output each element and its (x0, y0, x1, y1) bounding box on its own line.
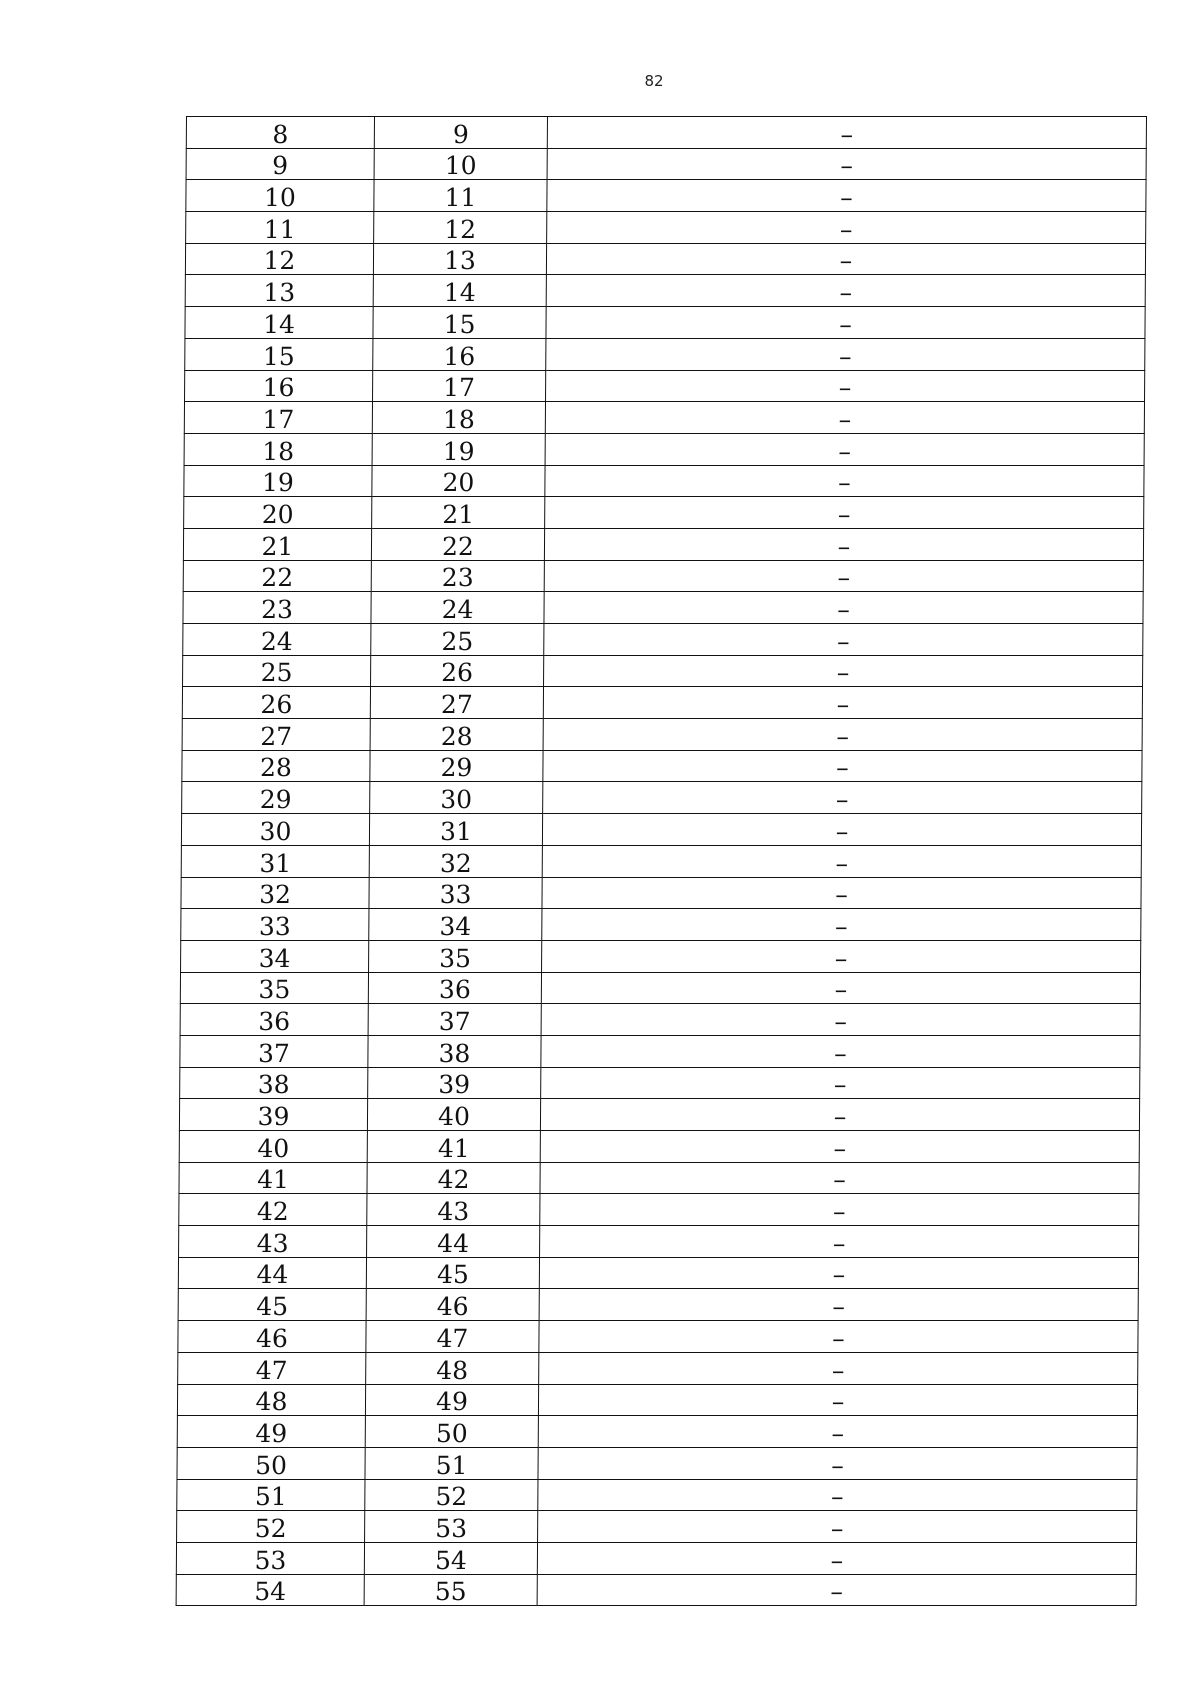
value-cell: – (542, 814, 1141, 846)
from-cell: 38 (180, 1067, 368, 1099)
table-row (177, 1511, 1137, 1543)
table-row (183, 560, 1143, 592)
from-cell: 47 (178, 1352, 366, 1384)
value-cell: – (540, 1162, 1139, 1194)
value-cell: – (538, 1479, 1137, 1511)
table-row (177, 1479, 1137, 1511)
from-cell: 49 (177, 1416, 365, 1448)
table-row (185, 275, 1145, 307)
from-cell: 48 (177, 1384, 365, 1416)
to-cell: 30 (370, 782, 543, 814)
from-cell: 33 (181, 909, 369, 941)
table-row (179, 1162, 1139, 1194)
from-cell: 17 (184, 402, 372, 434)
table-body (176, 117, 1146, 1606)
value-cell: – (543, 750, 1142, 782)
from-cell: 34 (181, 940, 369, 972)
value-cell: – (538, 1511, 1137, 1543)
to-cell: 53 (365, 1511, 538, 1543)
from-cell: 53 (176, 1542, 364, 1574)
from-cell: 51 (177, 1479, 365, 1511)
table-row (182, 750, 1142, 782)
table-row (183, 624, 1143, 656)
from-cell: 12 (185, 243, 373, 275)
from-cell: 26 (182, 687, 370, 719)
from-cell: 19 (184, 465, 372, 497)
table-row (179, 1131, 1139, 1163)
table-row (178, 1352, 1138, 1384)
from-cell: 20 (184, 497, 372, 529)
table-row (185, 307, 1145, 339)
value-cell: – (547, 180, 1146, 212)
value-cell: – (547, 117, 1146, 149)
to-cell: 37 (368, 1004, 541, 1036)
table-row (179, 1099, 1139, 1131)
table-row (186, 212, 1146, 244)
table-row (186, 180, 1146, 212)
value-cell: – (537, 1542, 1136, 1574)
to-cell: 12 (374, 212, 547, 244)
table-row (180, 1004, 1140, 1036)
value-cell: – (545, 402, 1144, 434)
table-row (183, 528, 1143, 560)
data-table (176, 116, 1147, 1606)
value-cell: – (546, 275, 1145, 307)
value-cell: – (544, 560, 1143, 592)
table-row (182, 687, 1142, 719)
to-cell: 41 (367, 1131, 540, 1163)
to-cell: 25 (371, 624, 544, 656)
to-cell: 35 (369, 940, 542, 972)
to-cell: 51 (365, 1447, 538, 1479)
to-cell: 16 (373, 338, 546, 370)
to-cell: 11 (374, 180, 547, 212)
to-cell: 26 (371, 655, 544, 687)
from-cell: 25 (183, 655, 371, 687)
from-cell: 28 (182, 750, 370, 782)
table-row (186, 117, 1146, 149)
from-cell: 45 (178, 1289, 366, 1321)
from-cell: 22 (183, 560, 371, 592)
from-cell: 23 (183, 592, 371, 624)
from-cell: 24 (183, 624, 371, 656)
to-cell: 15 (373, 307, 546, 339)
value-cell: – (542, 845, 1141, 877)
value-cell: – (541, 1035, 1140, 1067)
table-row (186, 148, 1146, 180)
value-cell: – (540, 1194, 1139, 1226)
from-cell: 32 (181, 877, 369, 909)
table-row (182, 782, 1142, 814)
from-cell: 40 (179, 1131, 367, 1163)
to-cell: 36 (368, 972, 541, 1004)
value-cell: – (541, 1067, 1140, 1099)
to-cell: 17 (373, 370, 546, 402)
value-cell: – (537, 1574, 1136, 1606)
page-number: 82 (644, 72, 664, 90)
from-cell: 46 (178, 1321, 366, 1353)
value-cell: – (538, 1416, 1137, 1448)
table-row (178, 1257, 1138, 1289)
value-cell: – (540, 1131, 1139, 1163)
value-cell: – (544, 655, 1143, 687)
to-cell: 39 (368, 1067, 541, 1099)
from-cell: 50 (177, 1447, 365, 1479)
value-cell: – (547, 212, 1146, 244)
table-row (176, 1542, 1136, 1574)
value-cell: – (545, 497, 1144, 529)
table-row (183, 655, 1143, 687)
to-cell: 14 (373, 275, 546, 307)
to-cell: 22 (371, 528, 544, 560)
table-row (185, 338, 1145, 370)
to-cell: 19 (372, 433, 545, 465)
value-cell: – (543, 719, 1142, 751)
to-cell: 38 (368, 1035, 541, 1067)
to-cell: 54 (364, 1542, 537, 1574)
from-cell: 44 (178, 1257, 366, 1289)
to-cell: 24 (371, 592, 544, 624)
from-cell: 8 (186, 117, 374, 149)
from-cell: 35 (180, 972, 368, 1004)
table-row (182, 719, 1142, 751)
value-cell: – (546, 243, 1145, 275)
value-cell: – (546, 338, 1145, 370)
table-row (185, 243, 1145, 275)
value-cell: – (543, 687, 1142, 719)
from-cell: 42 (179, 1194, 367, 1226)
from-cell: 14 (185, 307, 373, 339)
value-cell: – (542, 909, 1141, 941)
to-cell: 10 (374, 148, 547, 180)
to-cell: 21 (372, 497, 545, 529)
to-cell: 13 (373, 243, 546, 275)
to-cell: 20 (372, 465, 545, 497)
table-row (177, 1384, 1137, 1416)
value-cell: – (541, 1004, 1140, 1036)
from-cell: 18 (184, 433, 372, 465)
from-cell: 13 (185, 275, 373, 307)
value-cell: – (547, 148, 1146, 180)
from-cell: 30 (181, 814, 369, 846)
value-cell: – (540, 1226, 1139, 1258)
table-row (184, 433, 1144, 465)
to-cell: 48 (366, 1352, 539, 1384)
from-cell: 54 (176, 1574, 364, 1606)
to-cell: 32 (369, 845, 542, 877)
table-row (185, 370, 1145, 402)
to-cell: 18 (372, 402, 545, 434)
table-row (183, 592, 1143, 624)
to-cell: 44 (367, 1226, 540, 1258)
table-row (178, 1321, 1138, 1353)
from-cell: 36 (180, 1004, 368, 1036)
to-cell: 55 (364, 1574, 537, 1606)
table-row (179, 1226, 1139, 1258)
value-cell: – (538, 1384, 1137, 1416)
table-row (178, 1289, 1138, 1321)
from-cell: 43 (179, 1226, 367, 1258)
table-row (180, 972, 1140, 1004)
table-row (181, 845, 1141, 877)
value-cell: – (539, 1352, 1138, 1384)
table-row (181, 877, 1141, 909)
from-cell: 9 (186, 148, 374, 180)
to-cell: 42 (367, 1162, 540, 1194)
to-cell: 34 (369, 909, 542, 941)
value-cell: – (544, 528, 1143, 560)
value-cell: – (539, 1321, 1138, 1353)
table-row (177, 1447, 1137, 1479)
value-cell: – (546, 307, 1145, 339)
from-cell: 21 (183, 528, 371, 560)
to-cell: 50 (365, 1416, 538, 1448)
value-cell: – (541, 972, 1140, 1004)
value-cell: – (538, 1447, 1137, 1479)
value-cell: – (542, 877, 1141, 909)
from-cell: 39 (179, 1099, 367, 1131)
to-cell: 9 (374, 117, 547, 149)
to-cell: 23 (371, 560, 544, 592)
value-cell: – (539, 1257, 1138, 1289)
to-cell: 49 (365, 1384, 538, 1416)
from-cell: 41 (179, 1162, 367, 1194)
table-row (176, 1574, 1136, 1606)
table-row (181, 814, 1141, 846)
from-cell: 11 (186, 212, 374, 244)
value-cell: – (539, 1289, 1138, 1321)
table-row (181, 940, 1141, 972)
from-cell: 31 (181, 845, 369, 877)
to-cell: 46 (366, 1289, 539, 1321)
from-cell: 10 (186, 180, 374, 212)
table-row (184, 402, 1144, 434)
value-cell: – (545, 465, 1144, 497)
table-row (177, 1416, 1137, 1448)
table-row (184, 497, 1144, 529)
to-cell: 29 (370, 750, 543, 782)
table-row (180, 1035, 1140, 1067)
value-cell: – (543, 782, 1142, 814)
table-row (179, 1194, 1139, 1226)
table-row (180, 1067, 1140, 1099)
to-cell: 33 (369, 877, 542, 909)
table-row (181, 909, 1141, 941)
to-cell: 27 (370, 687, 543, 719)
table-row (184, 465, 1144, 497)
to-cell: 47 (366, 1321, 539, 1353)
value-cell: – (545, 433, 1144, 465)
value-cell: – (544, 624, 1143, 656)
to-cell: 45 (366, 1257, 539, 1289)
value-cell: – (542, 940, 1141, 972)
value-cell: – (546, 370, 1145, 402)
from-cell: 37 (180, 1035, 368, 1067)
to-cell: 31 (369, 814, 542, 846)
to-cell: 43 (367, 1194, 540, 1226)
from-cell: 16 (185, 370, 373, 402)
to-cell: 40 (367, 1099, 540, 1131)
from-cell: 27 (182, 719, 370, 751)
to-cell: 28 (370, 719, 543, 751)
from-cell: 52 (177, 1511, 365, 1543)
from-cell: 15 (185, 338, 373, 370)
value-cell: – (544, 592, 1143, 624)
value-cell: – (540, 1099, 1139, 1131)
from-cell: 29 (182, 782, 370, 814)
to-cell: 52 (365, 1479, 538, 1511)
